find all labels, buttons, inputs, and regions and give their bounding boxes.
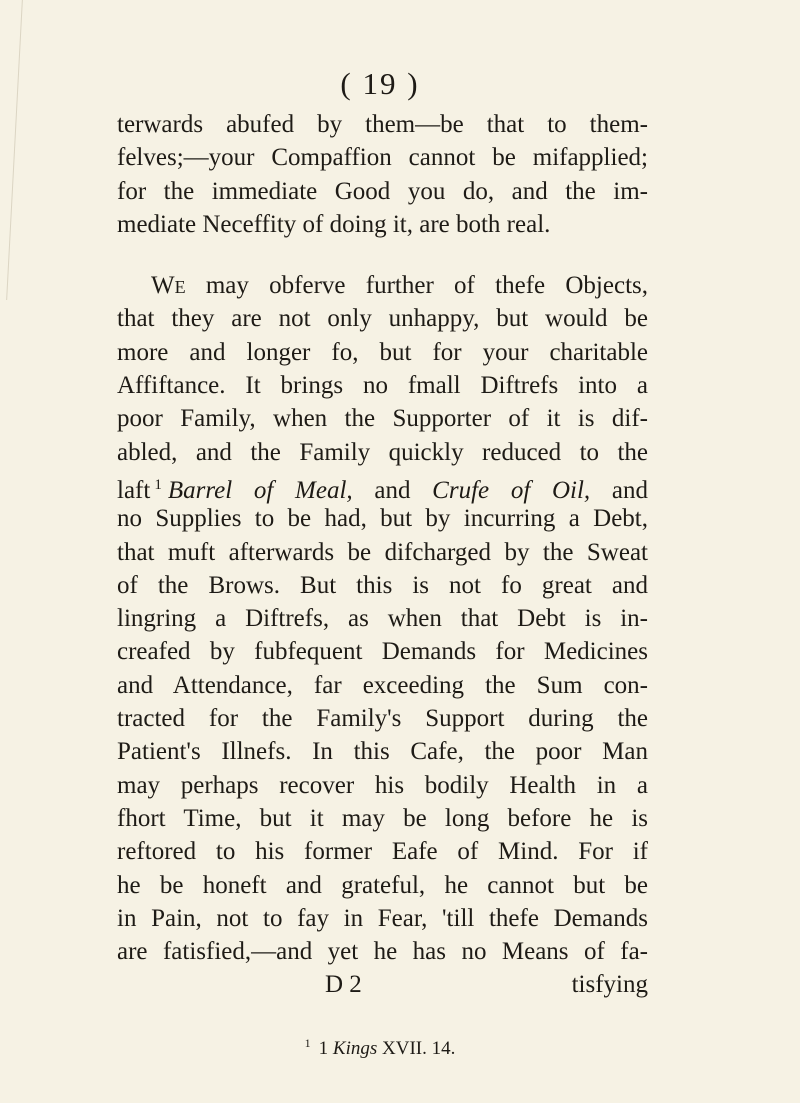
text-line: poor Family, when the Supporter of it is dif- — [117, 405, 648, 433]
catchword: tisfying — [571, 971, 648, 999]
text-line: terwards abufed by them—be that to them- — [117, 111, 648, 138]
paragraph-2 — [117, 269, 648, 968]
text-line — [117, 269, 648, 302]
paragraph-gap — [117, 241, 648, 269]
text-line: fhort Time, but it may be long before he is — [117, 804, 648, 832]
line-text: may obferve further of thefe Objects, — [185, 272, 648, 300]
italic-phrase: Barrel of Meal, — [167, 476, 353, 504]
italic-phrase: Crufe of Oil, — [432, 476, 591, 504]
text-line: Affiftance. It brings no fmall Diftrefs into a — [117, 372, 648, 400]
text-line: Patient's Illnefs. In this Cafe, the poor Man — [117, 738, 648, 766]
text-line: creafed by fubfequent Demands for Medicines — [117, 638, 648, 666]
text-line: are fatisfied,—and yet he has no Means of fa- — [117, 938, 648, 966]
text-line: that muft afterwards be difcharged by the Sweat — [117, 538, 648, 566]
line-text: and — [352, 476, 433, 504]
text-line: may perhaps recover his bodily Health in a — [117, 771, 648, 799]
text-line: more and longer fo, but for your charitable — [117, 338, 648, 366]
text-line: that they are not only unhappy, but would be — [117, 305, 648, 333]
text-line: mediate Neceffity of doing it, are both real. — [117, 210, 551, 238]
signature-mark: D 2 — [325, 971, 362, 999]
footnote — [0, 1036, 760, 1060]
body-text — [117, 108, 648, 1001]
footnote-reference-text: XVII. 14. — [382, 1038, 456, 1059]
text-line: reftored to his former Eafe of Mind. For if — [117, 838, 648, 866]
footnote-book-number: 1 — [318, 1038, 329, 1059]
line-text: and — [590, 476, 648, 504]
text-line: he be honeft and grateful, he cannot but be — [117, 871, 648, 899]
text-line: felves;—your Compaffion cannot be mifapplied; — [117, 144, 648, 172]
text-line: no Supplies to be had, but by incurring a Debt, — [117, 505, 648, 533]
text-line: lingring a Diftrefs, as when that Debt is in- — [117, 605, 648, 633]
footnote-book: Kings — [332, 1038, 378, 1059]
text-line: of the Brows. But this is not fo great and — [117, 571, 648, 599]
initial-word: We — [151, 272, 186, 300]
page-edge — [0, 0, 23, 300]
text-line: in Pain, not to fay in Fear, 'till thefe Demands — [117, 904, 648, 932]
paragraph-1 — [117, 108, 648, 241]
footnote-reference: 1 — [154, 476, 162, 493]
text-line: for the immediate Good you do, and the im- — [117, 177, 648, 205]
footnote-mark: 1 — [304, 1036, 311, 1050]
page-number: ( 19 ) — [340, 66, 420, 101]
text-line-with-footnote — [117, 469, 648, 502]
signature-line — [117, 968, 648, 1001]
line-text: laft — [117, 476, 151, 504]
text-line: tracted for the Family's Support during the — [117, 705, 648, 733]
text-line: and Attendance, far exceeding the Sum con- — [117, 671, 648, 699]
text-line: abled, and the Family quickly reduced to the — [117, 438, 648, 466]
